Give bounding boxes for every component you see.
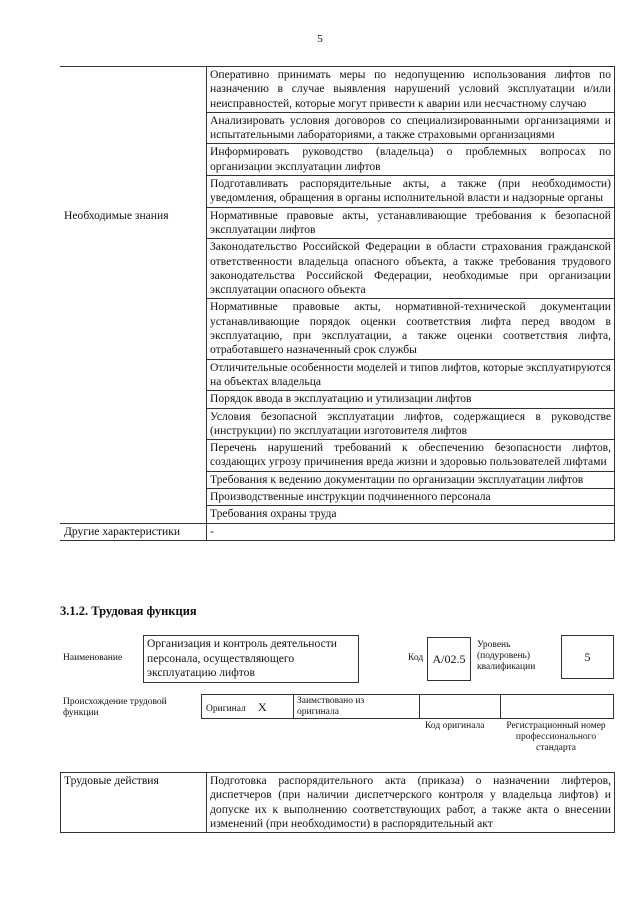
original-mark: X	[258, 700, 267, 714]
function-code: А/02.5	[427, 637, 471, 681]
knowledge-row: Требования охраны труда	[207, 506, 615, 523]
knowledge-row: Условия безопасной эксплуатации лифтов, содержащиеся в руководстве (инструкции) по эксплуатации изготовителя лифтов	[207, 408, 615, 440]
action-row: Подготавливать распорядительные акты, а также (при необходимости) уведомления, обращения в органы исполнительной власти и надзорные органы	[207, 176, 615, 208]
knowledge-row: Порядок ввода в эксплуатацию и утилизации лифтов	[207, 391, 615, 408]
level-value: 5	[561, 635, 614, 679]
action-row: Анализировать условия договоров со специализированными организациями и испытательными лабораториями, а также страховыми организациями	[207, 112, 615, 144]
origin-label: Происхождение трудовой функции	[63, 697, 167, 718]
name-label: Наименование	[63, 653, 123, 663]
other-label: Другие характеристики	[61, 523, 207, 540]
code-original-label: Код оригинала	[425, 721, 485, 731]
code-label: Код	[408, 653, 424, 663]
knowledge-row: Нормативные правовые акты, нормативной-технической документации устанавливающие порядок оценки соответствия лифта перед вводом в эксплуатацию, при эксплуатации, а также оценки соответствия лифта, отработавшего назначенный срок службы	[207, 299, 615, 359]
knowledge-row: Законодательство Российской Федерации в области страхования гражданской ответственности владельца опасного объекта, а также требования трудового законодательства Российской Федерации, необходимые при организации эксплуатации опасного объекта	[207, 239, 615, 299]
action-row: Информировать руководство (владельца) о проблемных вопросах по организации эксплуатации лифтов	[207, 144, 615, 176]
knowledge-row: Производственные инструкции подчиненного персонала	[207, 489, 615, 506]
knowledge-row: Отличительные особенности моделей и типов лифтов, которые эксплуатируются на объектах владельца	[207, 359, 615, 391]
actions-label: Трудовые действия	[61, 773, 207, 833]
label-cell-empty	[61, 112, 207, 144]
knowledge-row: Нормативные правовые акты, устанавливающие требования к безопасной эксплуатации лифтов	[207, 207, 615, 239]
reg-number-label: Регистрационный номер профессионального стандарта	[506, 721, 606, 753]
borrowed-label: Заимствовано из оригинала	[297, 696, 365, 717]
knowledge-row: Требования к ведению документации по организации эксплуатации лифтов	[207, 471, 615, 488]
section-title: 3.1.2. Трудовая функция	[60, 604, 197, 618]
labor-actions-table	[60, 772, 615, 833]
level-label: Уровень (подуровень) квалификации	[477, 640, 536, 672]
original-label: Оригинал	[206, 704, 246, 714]
action-text: Подготовка распорядительного акта (приказа) о назначении лифтеров, диспетчеров (при наличии диспетчерского контроля у владельца лифтов) и допуске их к выполнению соответствующих работ, а также акта о внесении изменений (при необходимости) в распорядительный акт	[207, 773, 615, 833]
label-cell-empty	[61, 144, 207, 176]
other-value: -	[207, 523, 615, 540]
label-cell-empty	[61, 67, 207, 113]
action-row: Оперативно принимать меры по недопущению использования лифтов по назначению в случае выявления нарушений условий эксплуатации и/или неисправностей, которые могут привести к аварии или несчастному случаю	[207, 67, 615, 113]
knowledge-row: Перечень нарушений требований к обеспечению безопасности лифтов, создающих угрозу причинения вреда жизни и здоровью пользователей лифтами	[207, 440, 615, 472]
knowledge-label: Необходимые знания	[61, 207, 207, 523]
competency-table	[60, 66, 615, 541]
page-number: 5	[317, 33, 323, 45]
label-cell-empty	[61, 176, 207, 208]
function-name: Организация и контроль деятельности персонала, осуществляющего эксплуатацию лифтов	[143, 635, 359, 683]
